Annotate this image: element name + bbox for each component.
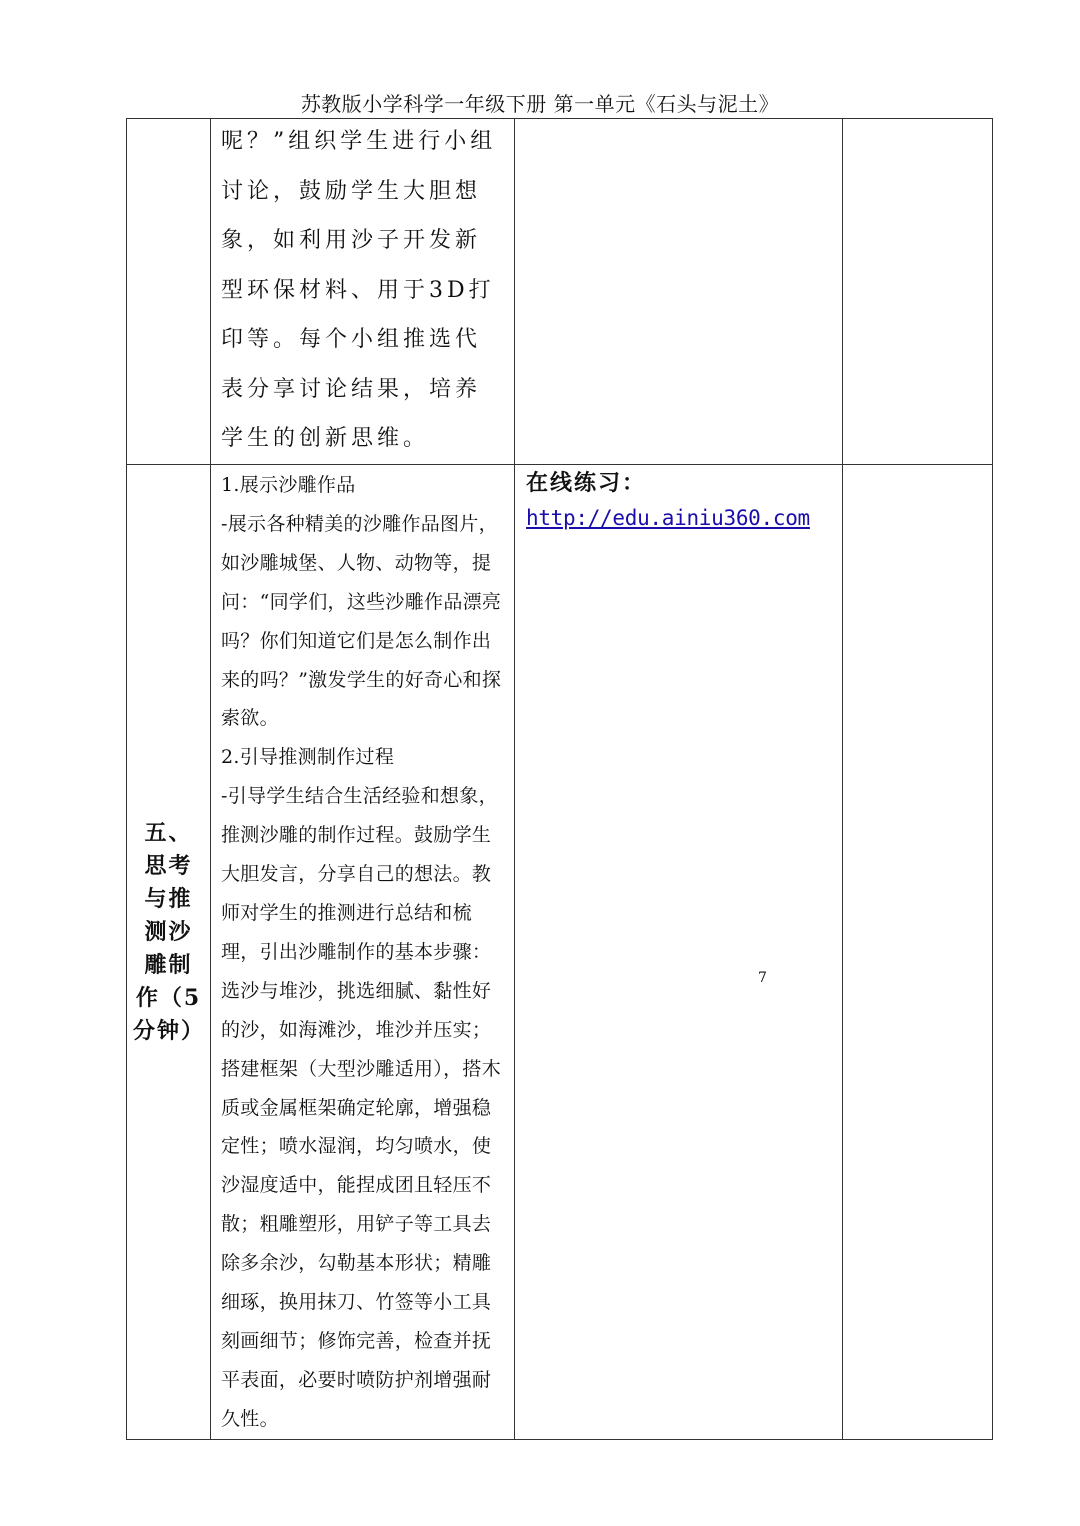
- step-body: -引导学生结合生活经验和想象，推测沙雕的制作过程。鼓励学生大胆发言，分享自己的想法。教师对学生的推测进行总结和梳理，引出沙雕制作的基本步骤：选沙与堆沙，挑选细腻、黏性好的沙，如海滩沙，堆沙并压实；搭建框架（大型沙雕适用），搭木质或金属框架确定轮廓，增强稳定性；喷水湿润，均匀喷水，使沙湿度适中，能捏成团且轻压不散；粗雕塑形，用铲子等工具去除多余沙，勾勒基本形状；精雕细琢，换用抹刀、竹签等小工具刻画细节；修饰完善，检查并抚平表面，必要时喷防护剂增强耐久性。: [221, 785, 502, 1430]
- step-body: -展示各种精美的沙雕作品图片，如沙雕城堡、人物、动物等，提问：“同学们，这些沙雕作品漂亮吗？你们知道它们是怎么制作出来的吗？”激发学生的好奇心和探索欲。: [221, 512, 502, 730]
- resource-cell: [515, 465, 843, 1440]
- step-heading: 2.引导推测制作过程: [221, 746, 395, 769]
- page-number: 7: [758, 970, 767, 986]
- lesson-table: [126, 118, 993, 1440]
- content-cell: [211, 119, 515, 465]
- notes-cell: [843, 465, 993, 1440]
- stage-cell: [127, 119, 211, 465]
- resource-cell: [515, 119, 843, 465]
- content-text: 呢？”组织学生进行小组讨论，鼓励学生大胆想象，如利用沙子开发新型环保材料、用于3D打印等。每个小组推选代表分享讨论结果，培养学生的创新思维。: [221, 129, 497, 451]
- practice-block: [515, 465, 842, 536]
- table-row: [127, 465, 993, 1440]
- page-header: 苏教版小学科学一年级下册 第一单元《石头与泥土》: [300, 92, 780, 116]
- table-row: [127, 119, 993, 465]
- practice-label: 在线练习：: [526, 471, 647, 496]
- stage-title: 五、思考与推测沙雕制作（5分钟）: [133, 820, 206, 1044]
- content-cell: [211, 465, 515, 1440]
- stage-cell: [127, 465, 211, 1440]
- content-text: [211, 465, 514, 1439]
- notes-cell: [843, 119, 993, 465]
- step-heading: 1.展示沙雕作品: [221, 474, 356, 496]
- practice-link[interactable]: http://edu.ainiu360.com: [526, 506, 810, 530]
